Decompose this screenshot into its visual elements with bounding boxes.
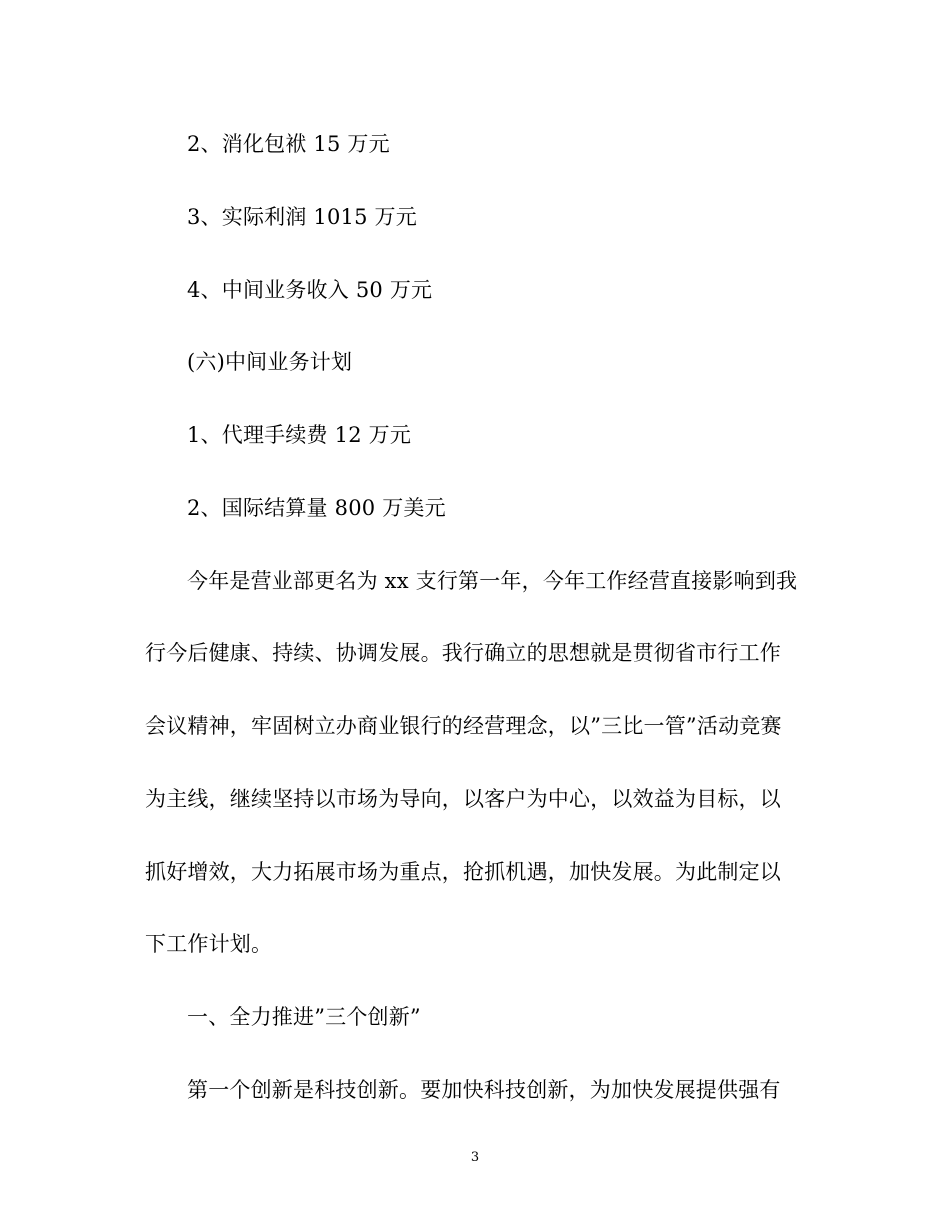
section-heading-three-innovations: 一、全力推进”三个创新” [187, 1005, 421, 1029]
list-item-international-settlement: 2、国际结算量 800 万美元 [187, 496, 446, 520]
list-item-actual-profit: 3、实际利润 1015 万元 [187, 205, 417, 229]
list-item-agency-fee: 1、代理手续费 12 万元 [187, 423, 412, 447]
paragraph-line: 今年是营业部更名为 xx 支行第一年，今年工作经营直接影响到我 [187, 569, 798, 593]
paragraph-line: 会议精神，牢固树立办商业银行的经营理念，以”三比一管”活动竞赛 [145, 714, 782, 738]
paragraph-line: 抓好增效，大力拓展市场为重点，抢抓机遇，加快发展。为此制定以 [145, 860, 781, 884]
list-item-intermediate-income: 4、中间业务收入 50 万元 [187, 278, 433, 302]
list-item-resolve-burden: 2、消化包袱 15 万元 [187, 132, 390, 156]
section-heading-intermediate-plan: (六)中间业务计划 [187, 350, 353, 374]
page-number: 3 [470, 1150, 480, 1165]
paragraph-line: 第一个创新是科技创新。要加快科技创新，为加快发展提供强有 [187, 1078, 781, 1102]
paragraph-line: 行今后健康、持续、协调发展。我行确立的思想就是贯彻省市行工作 [145, 641, 781, 665]
paragraph-line: 为主线，继续坚持以市场为导向，以客户为中心，以效益为目标，以 [145, 787, 781, 811]
paragraph-line: 下工作计划。 [145, 932, 273, 956]
